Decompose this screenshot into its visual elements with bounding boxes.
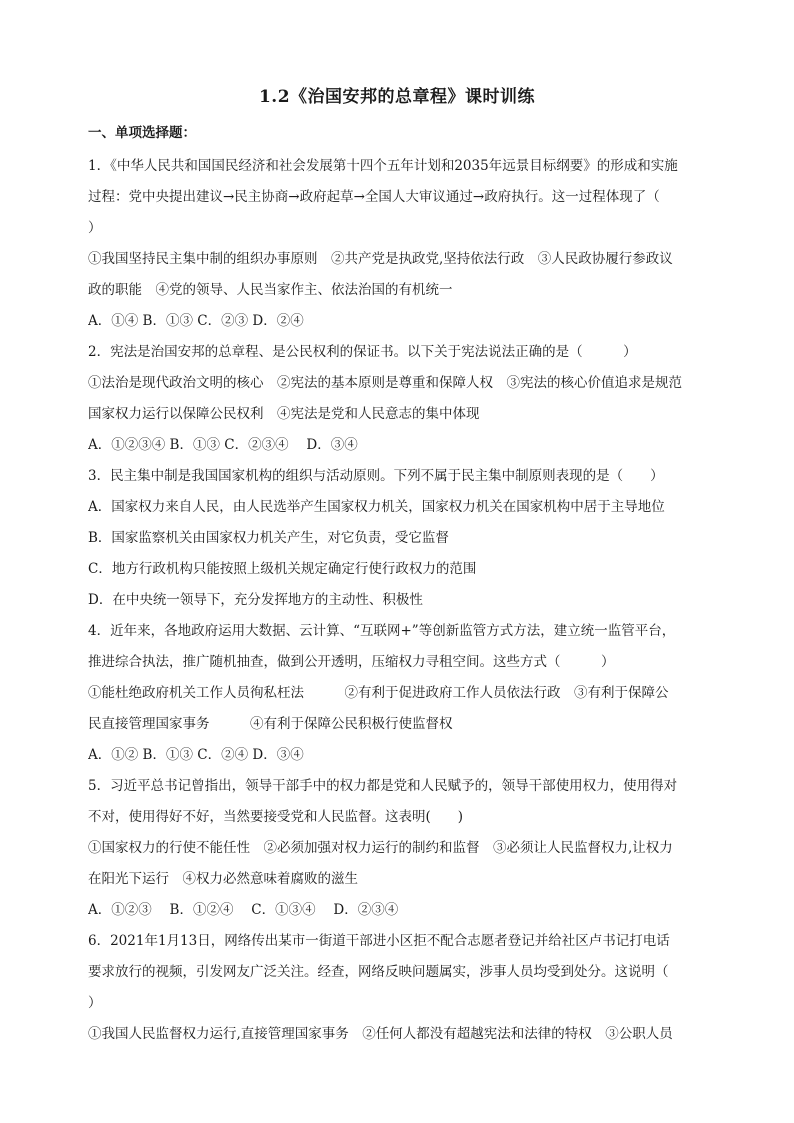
text-line: 6．2021年1月13日，网络传出某市一街道干部进小区拒不配合志愿者登记并给社区卢书记打电话 (88, 933, 670, 949)
text-line: 不对，使用得好不好，当然要接受党和人民监督。这表明( ) (88, 809, 464, 825)
text-line: 2．宪法是治国安邦的总章程、是公民权利的保证书。以下关于宪法说法正确的是（ ） (88, 344, 637, 360)
text-line: 3．民主集中制是我国国家机构的组织与活动原则。下列不属于民主集中制原则表现的是（ ） (88, 468, 664, 484)
text-line: 4．近年来，各地政府运用大数据、云计算、“互联网+”等创新监管方式方法，建立统一监管平台， (88, 623, 676, 639)
text-line: ） (88, 995, 102, 1011)
text-line: B．国家监察机关由国家权力机关产生，对它负责，受它监督 (88, 530, 449, 546)
text-line: ①国家权力的行使不能任性 ②必须加强对权力运行的制约和监督 ③必须让人民监督权力,让权力 (88, 840, 673, 856)
page-title: 1.2《治国安邦的总章程》课时训练 (258, 87, 536, 107)
text-line: 过程：党中央提出建议→民主协商→政府起草→全国人大审议通过→政府执行。这一过程体现了（ (88, 189, 660, 205)
text-line: 在阳光下运行 ④权力必然意味着腐败的滋生 (88, 871, 358, 887)
text-line: A．①②③④ B．①③ C．②③④ D．③④ (88, 437, 358, 453)
text-line: 5．习近平总书记曾指出，领导干部手中的权力都是党和人民赋予的，领导干部使用权力，使用得对 (88, 778, 678, 794)
text-line: A．①② B．①③ C．②④ D．③④ (88, 747, 304, 763)
text-line: 要求放行的视频，引发网友广泛关注。经查，网络反映问题属实，涉事人员均受到处分。这说明（ (88, 964, 669, 980)
text-line: 政的职能 ④党的领导、人民当家作主、依法治国的有机统一 (88, 282, 453, 298)
text-line: ①法治是现代政治文明的核心 ②宪法的基本原则是尊重和保障人权 ③宪法的核心价值追求是规范 (88, 375, 682, 391)
text-line: 1．《中华人民共和国国民经济和社会发展第十四个五年计划和2035年远景目标纲要》的形成和实施 (88, 158, 678, 174)
text-line: 推进综合执法，推广随机抽查，做到公开透明，压缩权力寻租空间。这些方式（ ） (88, 654, 615, 670)
text-line: ①能杜绝政府机关工作人员徇私枉法 ②有利于促进政府工作人员依法行政 ③有利于保障公 (88, 685, 669, 701)
question-list (88, 151, 706, 1050)
text-line: ） (88, 220, 102, 236)
text-line: A．①④ B．①③ C．②③ D．②④ (88, 313, 304, 329)
text-line: D．在中央统一领导下，充分发挥地方的主动性、积极性 (88, 592, 423, 608)
text-line: ①我国人民监督权力运行,直接管理国家事务 ②任何人都没有超越宪法和法律的特权 ③公职人员 (88, 1026, 673, 1042)
document-page (88, 82, 706, 1050)
text-line: ①我国坚持民主集中制的组织办事原则 ②共产党是执政党,坚持依法行政 ③人民政协履行参政议 (88, 251, 673, 267)
section-heading: 一、单项选择题： (88, 125, 196, 141)
text-line: 国家权力运行以保障公民权利 ④宪法是党和人民意志的集中体现 (88, 406, 480, 422)
text-line: A．国家权力来自人民，由人民选举产生国家权力机关，国家权力机关在国家机构中居于主导地位 (88, 499, 665, 515)
text-line: 民直接管理国家事务 ④有利于保障公民积极行使监督权 (88, 716, 453, 732)
text-line: C．地方行政机构只能按照上级机关规定确定行使行政权力的范围 (88, 561, 477, 577)
text-line: A．①②③ B．①②④ C．①③④ D．②③④ (88, 902, 399, 918)
